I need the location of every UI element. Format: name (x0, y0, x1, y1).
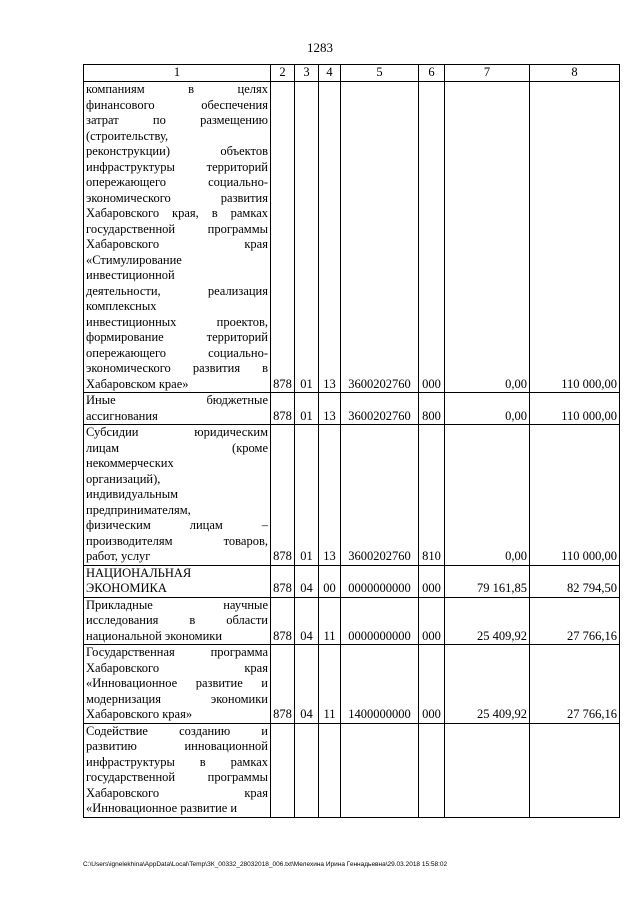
description-line: инвестиционной (86, 268, 175, 282)
row-subsection-code: 11 (319, 597, 341, 645)
col-header-2: 2 (271, 65, 295, 82)
table-row (84, 645, 620, 724)
row-admin-code: 878 (271, 425, 295, 566)
row-admin-code: 878 (271, 82, 295, 393)
row-amount-year-1: 79 161,85 (445, 565, 530, 597)
col-header-3: 3 (295, 65, 319, 82)
description-line: лицам (кроме (86, 440, 268, 455)
col-header-7: 7 (445, 65, 530, 82)
row-expense-type (419, 723, 445, 817)
row-section-code: 04 (295, 597, 319, 645)
description-line: Хабаровского края (86, 785, 268, 800)
row-amount-year-1: 25 409,92 (445, 645, 530, 724)
description-line: Государственная программа (86, 645, 268, 659)
description-line: деятельности, реализация (86, 283, 268, 298)
description-line: инфраструктуры территорий (86, 159, 268, 174)
description-line: организаций), (86, 471, 161, 486)
description-line: Иные бюджетные (86, 393, 268, 407)
row-amount-year-1 (445, 723, 530, 817)
row-expense-type: 000 (419, 597, 445, 645)
table-row (84, 723, 620, 817)
row-amount-year-2: 82 794,50 (530, 565, 620, 597)
header-row (84, 65, 620, 82)
row-amount-year-2: 27 766,16 (530, 597, 620, 645)
description-line: Субсидии юридическим (86, 425, 268, 439)
page-number: 1283 (307, 40, 333, 55)
row-target-article: 3600202760 (341, 393, 419, 425)
description-line: ЭКОНОМИКА (86, 581, 167, 595)
table-row (84, 425, 620, 566)
description-line: развитию инновационной (86, 739, 268, 753)
row-subsection-code: 11 (319, 645, 341, 724)
description-line: работ, услуг (86, 549, 151, 563)
description-line: ассигнования (86, 408, 158, 423)
table-row (84, 82, 620, 393)
description-line: «Инновационное развитие и (86, 801, 238, 815)
row-subsection-code: 13 (319, 82, 341, 393)
table-row (84, 597, 620, 645)
description-line: экономического развития в (86, 361, 268, 375)
footer-file-path: C:\Users\ignelekhina\AppData\Local\Temp\ЗК_00332_28032018_006.txt\Мелехина Ирина Геннадьевна\29.03.2018 15:58:02 (83, 861, 448, 868)
row-description (84, 82, 271, 393)
row-amount-year-1: 0,00 (445, 393, 530, 425)
description-line: (строительству, (86, 128, 169, 143)
description-line: Хабаровского края (86, 660, 268, 675)
description-line: опережающего социально- (86, 175, 268, 189)
description-line: инвестиционных проектов, (86, 314, 268, 329)
description-line: исследования в области (86, 613, 268, 627)
description-line: индивидуальным (86, 487, 179, 501)
description-line: инфраструктуры в рамках (86, 754, 268, 769)
row-section-code: 01 (295, 393, 319, 425)
description-line: затрат по размещению (86, 113, 268, 127)
row-target-article: 0000000000 (341, 565, 419, 597)
row-admin-code: 878 (271, 597, 295, 645)
col-header-4: 4 (319, 65, 341, 82)
row-description (84, 723, 271, 817)
table-row (84, 565, 620, 597)
row-admin-code (271, 723, 295, 817)
description-line: комплексных (86, 299, 157, 313)
row-section-code: 04 (295, 645, 319, 724)
description-line: Хабаровского края, в рамках (86, 206, 268, 220)
description-line: «Инновационное развитие и (86, 676, 268, 690)
col-header-8: 8 (530, 65, 620, 82)
row-target-article: 1400000000 (341, 645, 419, 724)
table-row (84, 393, 620, 425)
description-line: компаниям в целях (86, 82, 268, 96)
row-amount-year-1: 0,00 (445, 82, 530, 393)
row-section-code (295, 723, 319, 817)
row-expense-type: 000 (419, 82, 445, 393)
description-line: НАЦИОНАЛЬНАЯ (86, 565, 192, 580)
row-subsection-code (319, 723, 341, 817)
description-line: производителям товаров, (86, 533, 268, 548)
row-description (84, 393, 271, 425)
row-target-article (341, 723, 419, 817)
row-amount-year-1: 0,00 (445, 425, 530, 566)
row-amount-year-2 (530, 723, 620, 817)
row-admin-code: 878 (271, 645, 295, 724)
row-target-article: 3600202760 (341, 82, 419, 393)
description-line: государственной программы (86, 221, 268, 236)
description-line: «Стимулирование (86, 252, 182, 267)
row-section-code: 04 (295, 565, 319, 597)
row-amount-year-2: 110 000,00 (530, 82, 620, 393)
description-line: экономического развития (86, 190, 268, 205)
description-line: Хабаровского края (86, 237, 268, 251)
row-subsection-code: 13 (319, 425, 341, 566)
row-target-article: 0000000000 (341, 597, 419, 645)
row-expense-type: 800 (419, 393, 445, 425)
row-description (84, 597, 271, 645)
row-subsection-code: 00 (319, 565, 341, 597)
description-line: модернизация экономики (86, 691, 268, 706)
row-description (84, 425, 271, 566)
row-subsection-code: 13 (319, 393, 341, 425)
row-amount-year-2: 27 766,16 (530, 645, 620, 724)
row-amount-year-2: 110 000,00 (530, 425, 620, 566)
description-line: Хабаровском крае» (86, 376, 189, 391)
row-amount-year-1: 25 409,92 (445, 597, 530, 645)
col-header-5: 5 (341, 65, 419, 82)
description-line: формирование территорий (86, 330, 268, 344)
row-expense-type: 000 (419, 645, 445, 724)
description-line: государственной программы (86, 770, 268, 784)
description-line: предпринимателям, (86, 502, 191, 517)
row-description (84, 565, 271, 597)
description-line: Хабаровского края» (86, 707, 193, 721)
row-admin-code: 878 (271, 565, 295, 597)
row-section-code: 01 (295, 425, 319, 566)
row-target-article: 3600202760 (341, 425, 419, 566)
row-expense-type: 000 (419, 565, 445, 597)
row-description (84, 645, 271, 724)
description-line: опережающего социально- (86, 345, 268, 360)
row-expense-type: 810 (419, 425, 445, 566)
description-line: Прикладные научные (86, 597, 268, 612)
description-line: финансового обеспечения (86, 97, 268, 112)
row-amount-year-2: 110 000,00 (530, 393, 620, 425)
budget-table (83, 64, 620, 818)
description-line: Содействие созданию и (86, 723, 268, 738)
description-line: физическим лицам – (86, 518, 268, 532)
row-section-code: 01 (295, 82, 319, 393)
col-header-6: 6 (419, 65, 445, 82)
description-line: национальной экономики (86, 628, 223, 643)
description-line: реконструкции) объектов (86, 144, 268, 158)
description-line: некоммерческих (86, 456, 174, 470)
col-header-1: 1 (84, 65, 271, 82)
row-admin-code: 878 (271, 393, 295, 425)
